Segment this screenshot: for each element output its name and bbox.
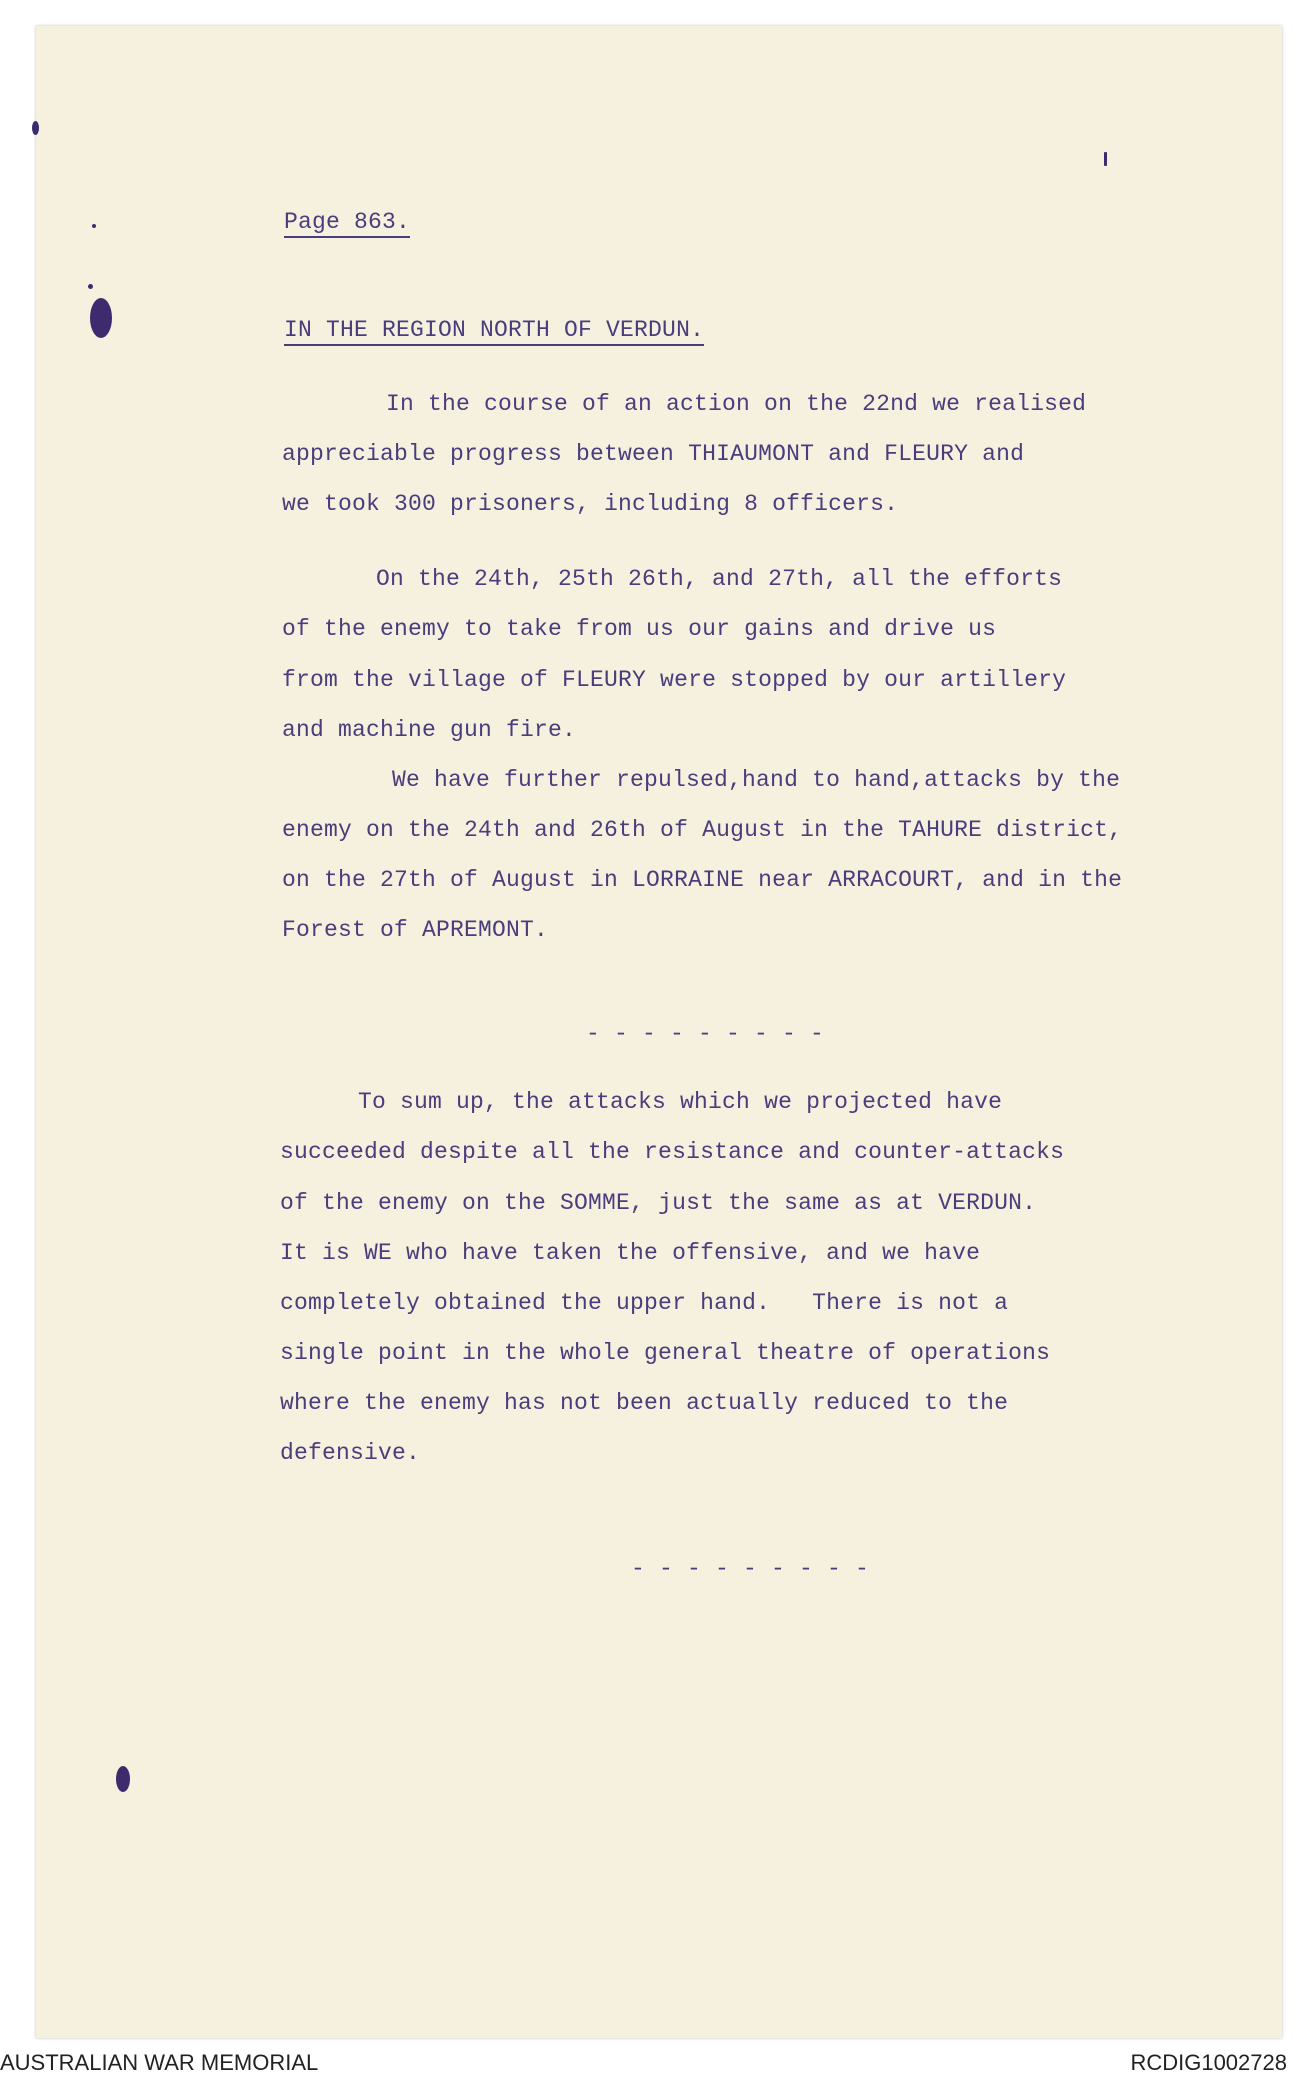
paragraph-4-line-2: succeeded despite all the resistance and counter-attacks xyxy=(280,1139,1065,1165)
section-heading: IN THE REGION NORTH OF VERDUN. xyxy=(284,317,704,346)
ink-blot xyxy=(116,1766,130,1792)
paragraph-4-line-3: of the enemy on the SOMME, just the same as at VERDUN. xyxy=(280,1190,1037,1216)
paragraph-4-line-8: defensive. xyxy=(280,1440,421,1466)
document-page xyxy=(36,26,1282,2038)
paragraph-4-line-6: single point in the whole general theatre of operations xyxy=(280,1340,1051,1366)
paragraph-2-line-4: and machine gun fire. xyxy=(282,717,577,743)
paragraph-4-line-4: It is WE who have taken the offensive, and we have xyxy=(280,1240,981,1266)
page-label: Page 863. xyxy=(284,209,410,238)
paragraph-4-line-1: To sum up, the attacks which we projected have xyxy=(358,1089,1003,1115)
paragraph-3-line-1: We have further repulsed,hand to hand,attacks by the xyxy=(392,767,1121,793)
paragraph-3-line-4: Forest of APREMONT. xyxy=(282,917,549,943)
ink-blot xyxy=(1104,152,1107,166)
ink-blot xyxy=(32,121,39,135)
paragraph-1-line-2: appreciable progress between THIAUMONT and FLEURY and xyxy=(282,441,1025,467)
paragraph-1-line-1: In the course of an action on the 22nd we realised xyxy=(386,391,1087,417)
paragraph-2-line-2: of the enemy to take from us our gains and drive us xyxy=(282,616,997,642)
paragraph-4-line-7: where the enemy has not been actually reduced to the xyxy=(280,1390,1009,1416)
ink-blot xyxy=(88,284,93,289)
ink-blot xyxy=(92,224,96,228)
separator-dashes: - - - - - - - - - xyxy=(631,1556,870,1582)
separator-dashes: - - - - - - - - - xyxy=(586,1021,825,1047)
footer-id: RCDIG1002728 xyxy=(1130,2050,1287,2075)
ink-blot xyxy=(90,298,112,338)
paragraph-4-line-5: completely obtained the upper hand. There is not a xyxy=(280,1290,1009,1316)
footer-credit: AUSTRALIAN WAR MEMORIAL xyxy=(0,2050,319,2075)
paragraph-1-line-3: we took 300 prisoners, including 8 officers. xyxy=(282,491,899,517)
paragraph-2-line-3: from the village of FLEURY were stopped by our artillery xyxy=(282,667,1067,693)
paragraph-3-line-3: on the 27th of August in LORRAINE near ARRACOURT, and in the xyxy=(282,867,1123,893)
paragraph-2-line-1: On the 24th, 25th 26th, and 27th, all the efforts xyxy=(376,566,1063,592)
paragraph-3-line-2: enemy on the 24th and 26th of August in the TAHURE district, xyxy=(282,817,1123,843)
